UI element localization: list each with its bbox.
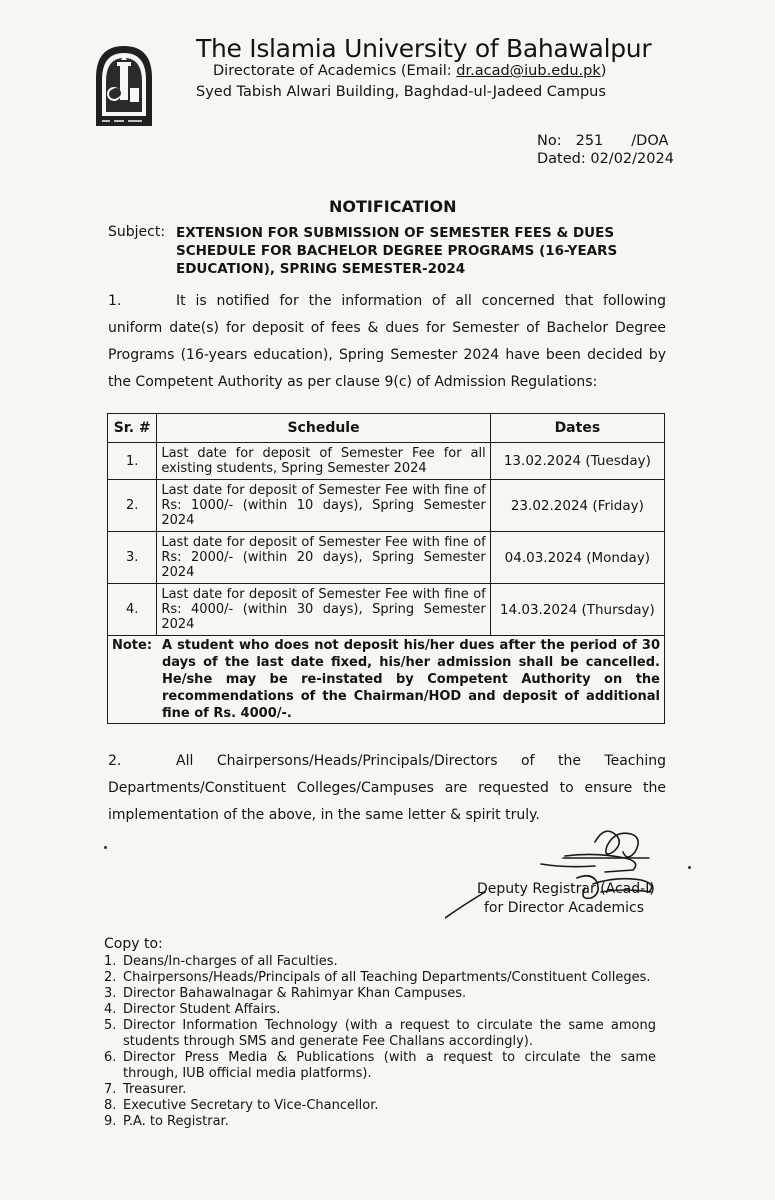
cell-date: 14.03.2024 (Thursday) <box>490 584 664 636</box>
table-row <box>108 480 665 532</box>
note-label: Note: <box>112 638 153 653</box>
cell-schedule: Last date for deposit of Semester Fee with fine of Rs: 4000/- (within 30 days), Spring Semester 2024 <box>157 584 490 636</box>
list-item: 4. Director Student Affairs. <box>104 1002 281 1017</box>
cell-schedule: Last date for deposit of Semester Fee for all existing students, Spring Semester 2024 <box>157 443 490 480</box>
list-item: 3. Director Bahawalnagar & Rahimyar Khan Campuses. <box>104 986 467 1001</box>
copy-to-list <box>104 954 656 1130</box>
cell-date: 04.03.2024 (Monday) <box>490 532 664 584</box>
notification-title: NOTIFICATION <box>329 197 457 216</box>
table-row <box>108 584 665 636</box>
list-item: 5. Director Information Technology (with a request to circulate the same among students through SMS and generate Fee Challans accordingly). <box>104 1018 656 1049</box>
paragraph-1: 1. It is notified for the information of all concerned that following uniform date(s) for deposit of fees & dues for Semester of Bachelor Degree Programs (16-years education), Spring Semester 2024 have been decided by the Competent Authority as per clause 9(c) of Admission Regulations: <box>108 293 666 390</box>
list-item: 9. P.A. to Registrar. <box>104 1114 229 1129</box>
note-cell <box>108 636 665 724</box>
cell-schedule: Last date for deposit of Semester Fee with fine of Rs: 2000/- (within 20 days), Spring Semester 2024 <box>157 532 490 584</box>
campus-address: Syed Tabish Alwari Building, Baghdad-ul-Jadeed Campus <box>196 84 606 100</box>
copy-to-label: Copy to: <box>104 936 163 952</box>
paragraph-2: 2. All Chairpersons/Heads/Principals/Directors of the Teaching Departments/Constituent Colleges/Campuses are requested to ensure the implementation of the above, in the same letter & spirit truly. <box>108 753 666 823</box>
cell-sr: 1. <box>108 443 157 480</box>
signatory-title: Deputy Registrar (Acad-I) <box>477 881 655 897</box>
list-item: 8. Executive Secretary to Vice-Chancellor. <box>104 1098 379 1113</box>
header-sr: Sr. # <box>108 414 157 443</box>
cell-date: 23.02.2024 (Friday) <box>490 480 664 532</box>
cell-schedule: Last date for deposit of Semester Fee with fine of Rs: 1000/- (within 10 days), Spring Semester 2024 <box>157 480 490 532</box>
stray-dot <box>104 846 107 849</box>
university-name: The Islamia University of Bahawalpur <box>196 34 652 63</box>
list-item: 6. Director Press Media & Publications (with a request to circulate the same through, IUB official media platforms). <box>104 1050 656 1081</box>
cell-sr: 4. <box>108 584 157 636</box>
stray-dot <box>688 866 691 869</box>
table-row <box>108 532 665 584</box>
email-link[interactable]: dr.acad@iub.edu.pk <box>456 63 601 79</box>
header-schedule: Schedule <box>157 414 490 443</box>
list-item: 2. Chairpersons/Heads/Principals of all Teaching Departments/Constituent Colleges. <box>104 970 651 985</box>
fee-schedule-table <box>107 413 665 724</box>
list-item: 1. Deans/In-charges of all Faculties. <box>104 954 338 969</box>
reference-date: Dated: 02/02/2024 <box>537 151 674 167</box>
note-text: A student who does not deposit his/her dues after the period of 30 days of the last date fixed, his/her admission shall be cancelled. He/she may be re-instated by Competent Authority on the recommendations of the Chairman/HOD and deposit of additional fine of Rs. 4000/-. <box>162 638 660 721</box>
table-header-row <box>108 414 665 443</box>
cell-sr: 2. <box>108 480 157 532</box>
cell-sr: 3. <box>108 532 157 584</box>
reference-number: No: 251 /DOA <box>537 133 669 149</box>
directorate-line: Directorate of Academics (Email: dr.acad@iub.edu.pk) <box>213 63 607 79</box>
table-row <box>108 443 665 480</box>
list-item: 7. Treasurer. <box>104 1082 187 1097</box>
header-dates: Dates <box>490 414 664 443</box>
table-note-row <box>108 636 665 724</box>
subject-label: Subject: <box>108 224 166 240</box>
signatory-subtitle: for Director Academics <box>484 900 645 916</box>
cell-date: 13.02.2024 (Tuesday) <box>490 443 664 480</box>
university-crest-icon <box>92 42 156 126</box>
subject-text: EXTENSION FOR SUBMISSION OF SEMESTER FEES & DUES SCHEDULE FOR BACHELOR DEGREE PROGRAMS (16-YEARS EDUCATION), SPRING SEMESTER-2024 <box>176 225 618 277</box>
